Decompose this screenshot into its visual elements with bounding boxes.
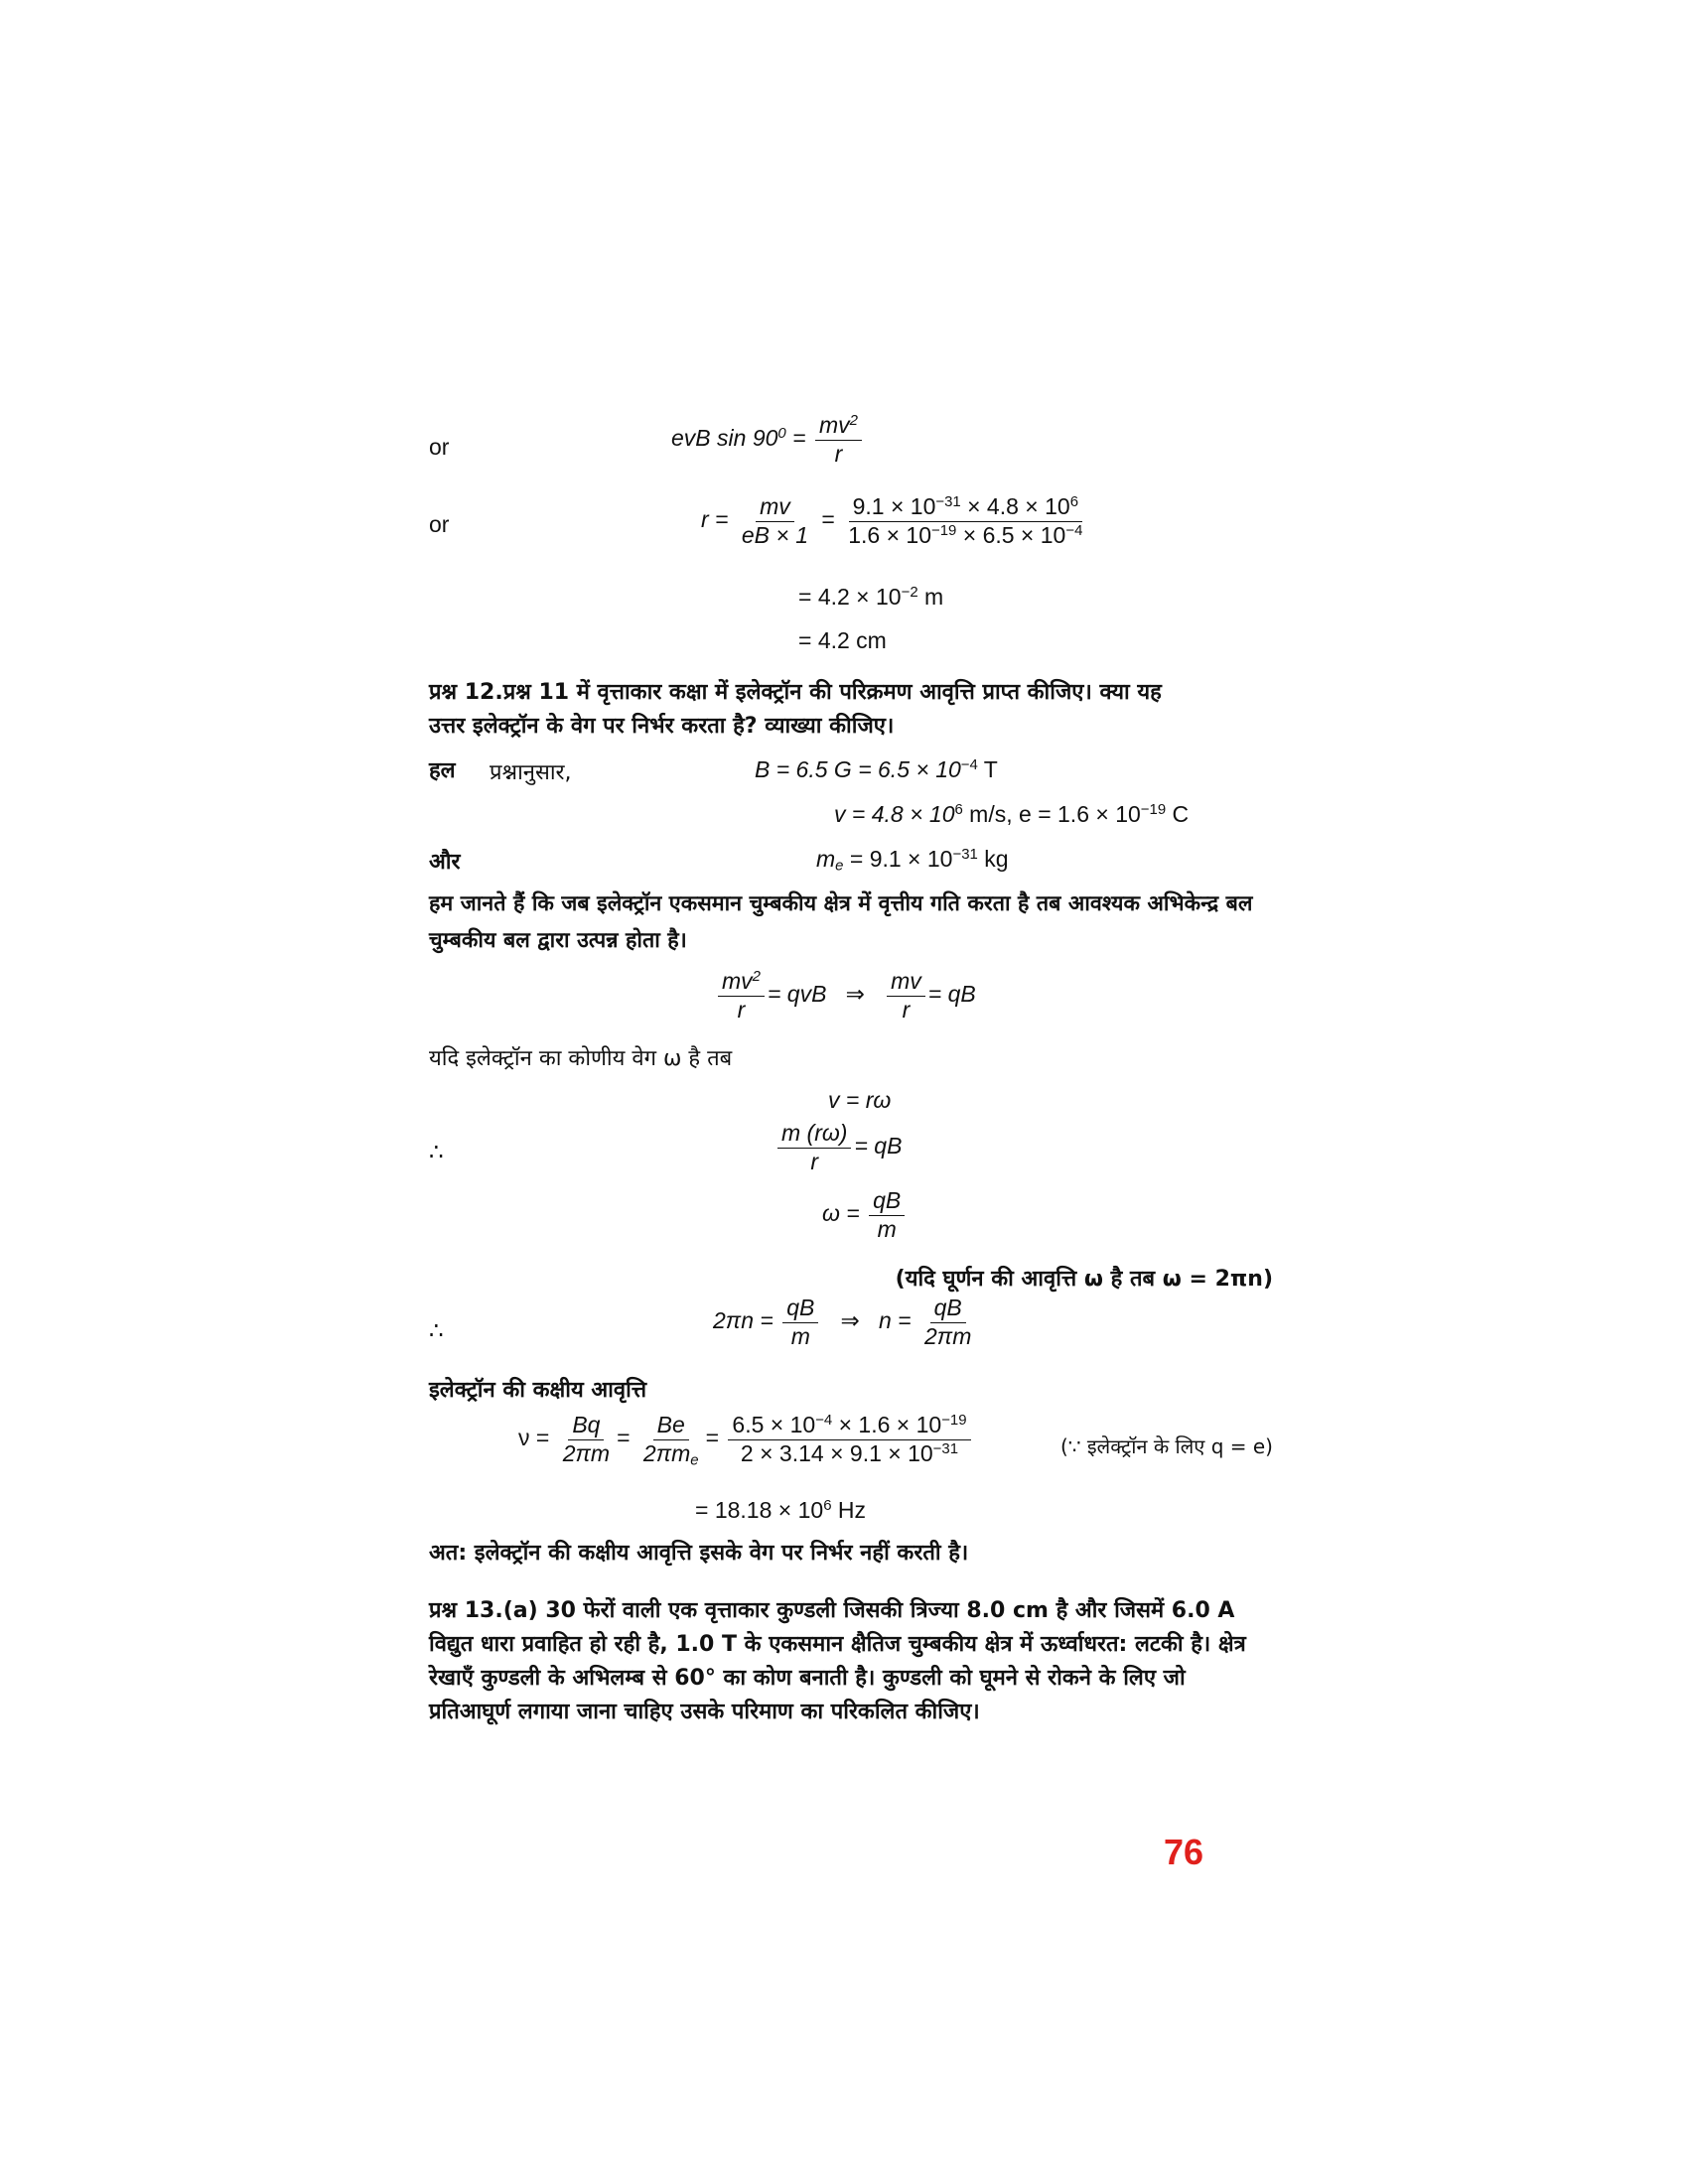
orbital-frequency-label: इलेक्ट्रॉन की कक्षीय आवृत्ति [429, 1378, 647, 1403]
equation-radius: r = $\frac{mv}{eB \times 1}$ = $\frac{9.1 \times 10^{-31} \times 4.8 \times 10^6}{1.6 \times 10^{-19} \times 6.5 \times 10^{-4}}$ [701, 493, 1089, 549]
eq10-nu: ν = [518, 1425, 550, 1451]
question-13 [429, 1594, 1273, 1729]
eq8-num: qB [869, 1187, 905, 1216]
given-B-line [755, 756, 998, 783]
frequency-note: (यदि घूर्णन की आवृत्ति ω है तब ω = 2πn) [895, 1267, 1273, 1292]
given-B-value: B = 6.5 G = 6.5 × 10 [755, 756, 961, 782]
given-v-exp: 6 [954, 800, 963, 818]
conclusion: अत: इलेक्ट्रॉन की कक्षीय आवृत्ति इसके वेग पर निर्भर नहीं करती है। [429, 1541, 969, 1566]
eq10-f1-num: Bq [568, 1412, 604, 1440]
eq1-lhs: evB sin 90 [671, 425, 778, 452]
eq2-f2-num: 9.1 × 10 [852, 493, 936, 519]
eq2-fraction-2 [844, 493, 1086, 549]
eq9-n: n = [878, 1307, 912, 1334]
solution-label: हल [429, 758, 456, 783]
eq2-f2-num-e1: −31 [935, 492, 961, 510]
implies-icon: ⇒ [845, 981, 865, 1008]
and-label: और [429, 850, 461, 875]
eq2-r: r = [701, 506, 729, 533]
given-v-e [834, 801, 1189, 828]
given-me [816, 846, 1009, 873]
eq1-degree: 0 [777, 424, 786, 442]
equation-centripetal [715, 968, 976, 1024]
result-frequency [695, 1497, 866, 1524]
eq1-num: mv [818, 412, 850, 438]
eq2-f2-den: 1.6 × 10 [848, 521, 932, 548]
eq2-fraction-1 [738, 493, 812, 549]
eq10-f1-den: 2πm [562, 1439, 611, 1466]
eq2-f1-den: eB × 1 [741, 521, 809, 548]
therefore-icon-2: ∴ [429, 1317, 444, 1343]
eq5-rhs1: = qvB [767, 981, 827, 1008]
eq10-f3-den-e: −31 [932, 1439, 959, 1457]
eq5-rhs2: = qB [927, 981, 976, 1008]
eq2-f2-num-e2: 6 [1069, 492, 1079, 510]
eq9-num1: qB [782, 1295, 818, 1323]
equation-omega [822, 1187, 908, 1243]
eq7-den: r [810, 1148, 819, 1174]
equation-v-romega: v = rω [828, 1087, 892, 1113]
given-e-exp: −19 [1140, 800, 1167, 818]
given-e: m/s, e = 1.6 × 10 [962, 801, 1141, 827]
centripetal-paragraph: हम जानते हैं कि जब इलेक्ट्रॉन एकसमान चुम्बकीय क्षेत्र में वृत्तीय गति करता है तब आवश्यक अभिकेन्द्र बल चुम्बकीय बल द्वारा उत्पन्न होता है। [429, 891, 1253, 953]
eq11-unit: Hz [831, 1497, 866, 1523]
equation-orbital-frequency: ν = $\frac{Bq}{2\pi m}$ = $\frac{Be}{2\pi m_e}$ = $\frac{6.5 \times 10^{-4} \times 1.6 \times 10^{-19}}{2 \times 3.14 \times 9.1 \times 10^{-31}}$ [518, 1412, 974, 1467]
eq8-lhs: ω = [822, 1200, 860, 1227]
given-me-sub: e [835, 857, 844, 875]
eq3-exp: −2 [901, 583, 918, 601]
q13-label: प्रश्न 13. [429, 1598, 503, 1623]
eq5-num2: mv [887, 968, 925, 997]
eq11: = 18.18 × 10 [695, 1497, 824, 1523]
eq1-den: r [834, 440, 843, 467]
equation-frequency [713, 1295, 978, 1350]
eq9-num2: qB [930, 1295, 966, 1323]
q12-label: प्रश्न 12. [429, 680, 503, 705]
eq10-f2-den-sub: e [690, 1451, 699, 1469]
eq5-den1: r [737, 996, 746, 1023]
eq7-rhs: = qB [854, 1133, 903, 1160]
eq3: = 4.2 × 10 [798, 584, 902, 610]
eq10-f3-num-e2: −19 [941, 1411, 967, 1429]
or-label-2: or [429, 511, 450, 537]
given-v: v = 4.8 × 10 [834, 801, 955, 827]
given-B-exp: −4 [960, 755, 978, 773]
eq9-lhs: 2πn = [713, 1307, 774, 1334]
result-cm: = 4.2 cm [798, 627, 887, 653]
or-label: or [429, 434, 450, 460]
eq2-f1-num: mv [756, 493, 794, 522]
eq1-num-sup: 2 [849, 411, 858, 429]
eq5-num1-sup: 2 [752, 967, 761, 985]
given-me-m: m [816, 846, 836, 872]
equation-m-romega [774, 1120, 902, 1175]
eq2-f2-den-b: × 6.5 × 10 [956, 521, 1066, 548]
eq10-f3-den: 2 × 3.14 × 9.1 × 10 [740, 1439, 933, 1466]
q12-text-line2: उत्तर इलेक्ट्रॉन के वेग पर निर्भर करता है? व्याख्या कीजिए। [429, 714, 895, 739]
eq10-f2-den: 2πm [642, 1439, 691, 1466]
eq8-den: m [877, 1215, 897, 1242]
given-me-exp: −31 [952, 845, 978, 863]
eq1-fraction [815, 412, 862, 468]
page-number: 76 [1164, 1832, 1204, 1872]
therefore-icon-1: ∴ [429, 1139, 444, 1164]
eq5-num1: mv [722, 968, 753, 994]
eq2-f2-den-e1: −19 [931, 521, 957, 539]
eq10-f2-num: Be [653, 1412, 689, 1440]
eq3-unit: m [917, 584, 944, 610]
angular-velocity-line: यदि इलेक्ट्रॉन का कोणीय वेग ω है तब [429, 1046, 733, 1071]
q-equals-e-note: (∵ इलेक्ट्रॉन के लिए q = e) [1059, 1434, 1273, 1458]
result-meters [798, 584, 943, 611]
implies-icon-2: ⇒ [840, 1307, 860, 1334]
eq2-f2-num-b: × 4.8 × 10 [960, 493, 1070, 519]
eq9-den1: m [790, 1322, 810, 1349]
according-to-question: प्रश्नानुसार, [490, 760, 572, 785]
q13-text: (a) 30 फेरों वाली एक वृत्ताकार कुण्डली जिसकी त्रिज्या 8.0 cm है और जिसमें 6.0 A विद्युत धारा प्रवाहित हो रही है, 1.0 T के एकसमान क्षैतिज चुम्बकीय क्षेत्र में ऊर्ध्वाधरत: लटकी है। क्षेत्र रेखाएँ कुण्डली के अभिलम्ब से 60° का कोण बनाती है। कुण्डली को घूमने से रोकने के लिए जो प्रतिआघूर्ण लगाया जाना चाहिए उसके परिमाण का परिकलित कीजिए। [429, 1598, 1246, 1724]
given-me-val: = 9.1 × 10 [843, 846, 953, 872]
eq5-den2: r [902, 996, 911, 1023]
eq2-f2-den-e2: −4 [1065, 521, 1083, 539]
given-me-unit: kg [977, 846, 1009, 872]
given-B-unit: T [977, 756, 998, 782]
eq11-exp: 6 [823, 1496, 832, 1514]
question-12 [429, 676, 1273, 744]
eq10-f3-num-b: × 1.6 × 10 [832, 1412, 942, 1437]
q12-text-line1: प्रश्न 11 में वृत्ताकार कक्षा में इलेक्ट्रॉन की परिक्रमण आवृत्ति प्राप्त कीजिए। क्या यह [502, 680, 1162, 705]
eq7-num: m (rω) [777, 1120, 851, 1149]
eq9-den2: 2πm [924, 1322, 972, 1349]
equation-force-balance: evB $\sin 90^0$ = $\frac{mv^2}{r}$ [671, 412, 865, 468]
eq10-f3-num: 6.5 × 10 [732, 1412, 816, 1437]
eq10-f3-num-e1: −4 [815, 1411, 833, 1429]
given-e-unit: C [1166, 801, 1190, 827]
